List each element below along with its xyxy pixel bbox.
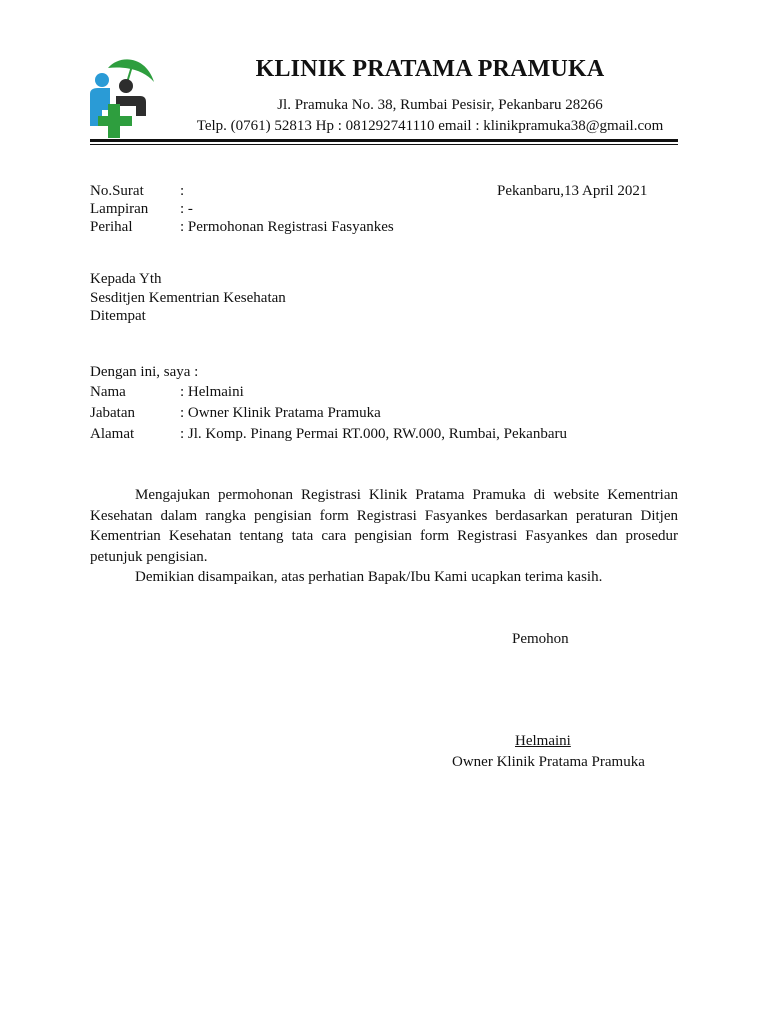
- letter-date: Pekanbaru,13 April 2021: [497, 183, 648, 199]
- body-paragraph-1: Mengajukan permohonan Registrasi Klinik Pratama Pramuka di website Kementrian Kesehatan dalam rangka pengisian form Registrasi Fasyankes berdasarkan peraturan Ditjen Kementrian Kesehatan tentang tata cara pengisian form Registrasi Fasyankes dan prosedur petunjuk pengisian.: [90, 487, 678, 565]
- header-rule-thick: [90, 139, 678, 142]
- letter-body: [90, 485, 678, 588]
- logo-body-dark: [116, 96, 146, 116]
- perihal-value: : Permohonan Registrasi Fasyankes: [180, 219, 394, 235]
- body-paragraph-2: Demikian disampaikan, atas perhatian Bapak/Ibu Kami ucapkan terima kasih.: [135, 569, 603, 585]
- logo-head-dark: [119, 79, 133, 93]
- clinic-logo: [86, 56, 158, 138]
- signature-title: Owner Klinik Pratama Pramuka: [452, 754, 645, 770]
- signature-name: Helmaini: [515, 733, 571, 749]
- lampiran-label: Lampiran: [90, 201, 149, 217]
- clinic-name: KLINIK PRATAMA PRAMUKA: [255, 56, 605, 82]
- logo-head-blue: [95, 73, 109, 87]
- alamat-value: : Jl. Komp. Pinang Permai RT.000, RW.000, Rumbai, Pekanbaru: [180, 426, 567, 442]
- recipient-line2: Sesditjen Kementrian Kesehatan: [90, 290, 286, 306]
- lampiran-value: : -: [180, 201, 193, 217]
- signature-label: Pemohon: [512, 631, 569, 647]
- jabatan-value: : Owner Klinik Pratama Pramuka: [180, 405, 381, 421]
- jabatan-label: Jabatan: [90, 405, 135, 421]
- clinic-contact: Telp. (0761) 52813 Hp : 081292741110 email : klinikpramuka38@gmail.com: [196, 118, 664, 134]
- perihal-label: Perihal: [90, 219, 133, 235]
- no-surat-label: No.Surat: [90, 183, 144, 199]
- clinic-address: Jl. Pramuka No. 38, Rumbai Pesisir, Pekanbaru 28266: [277, 97, 603, 113]
- nama-value: : Helmaini: [180, 384, 244, 400]
- recipient-line1: Kepada Yth: [90, 271, 162, 287]
- intro-text: Dengan ini, saya :: [90, 364, 199, 380]
- alamat-label: Alamat: [90, 426, 135, 442]
- header-rule-thin: [90, 144, 678, 145]
- no-surat-value: :: [180, 183, 185, 199]
- nama-label: Nama: [90, 384, 126, 400]
- recipient-line3: Ditempat: [90, 308, 146, 324]
